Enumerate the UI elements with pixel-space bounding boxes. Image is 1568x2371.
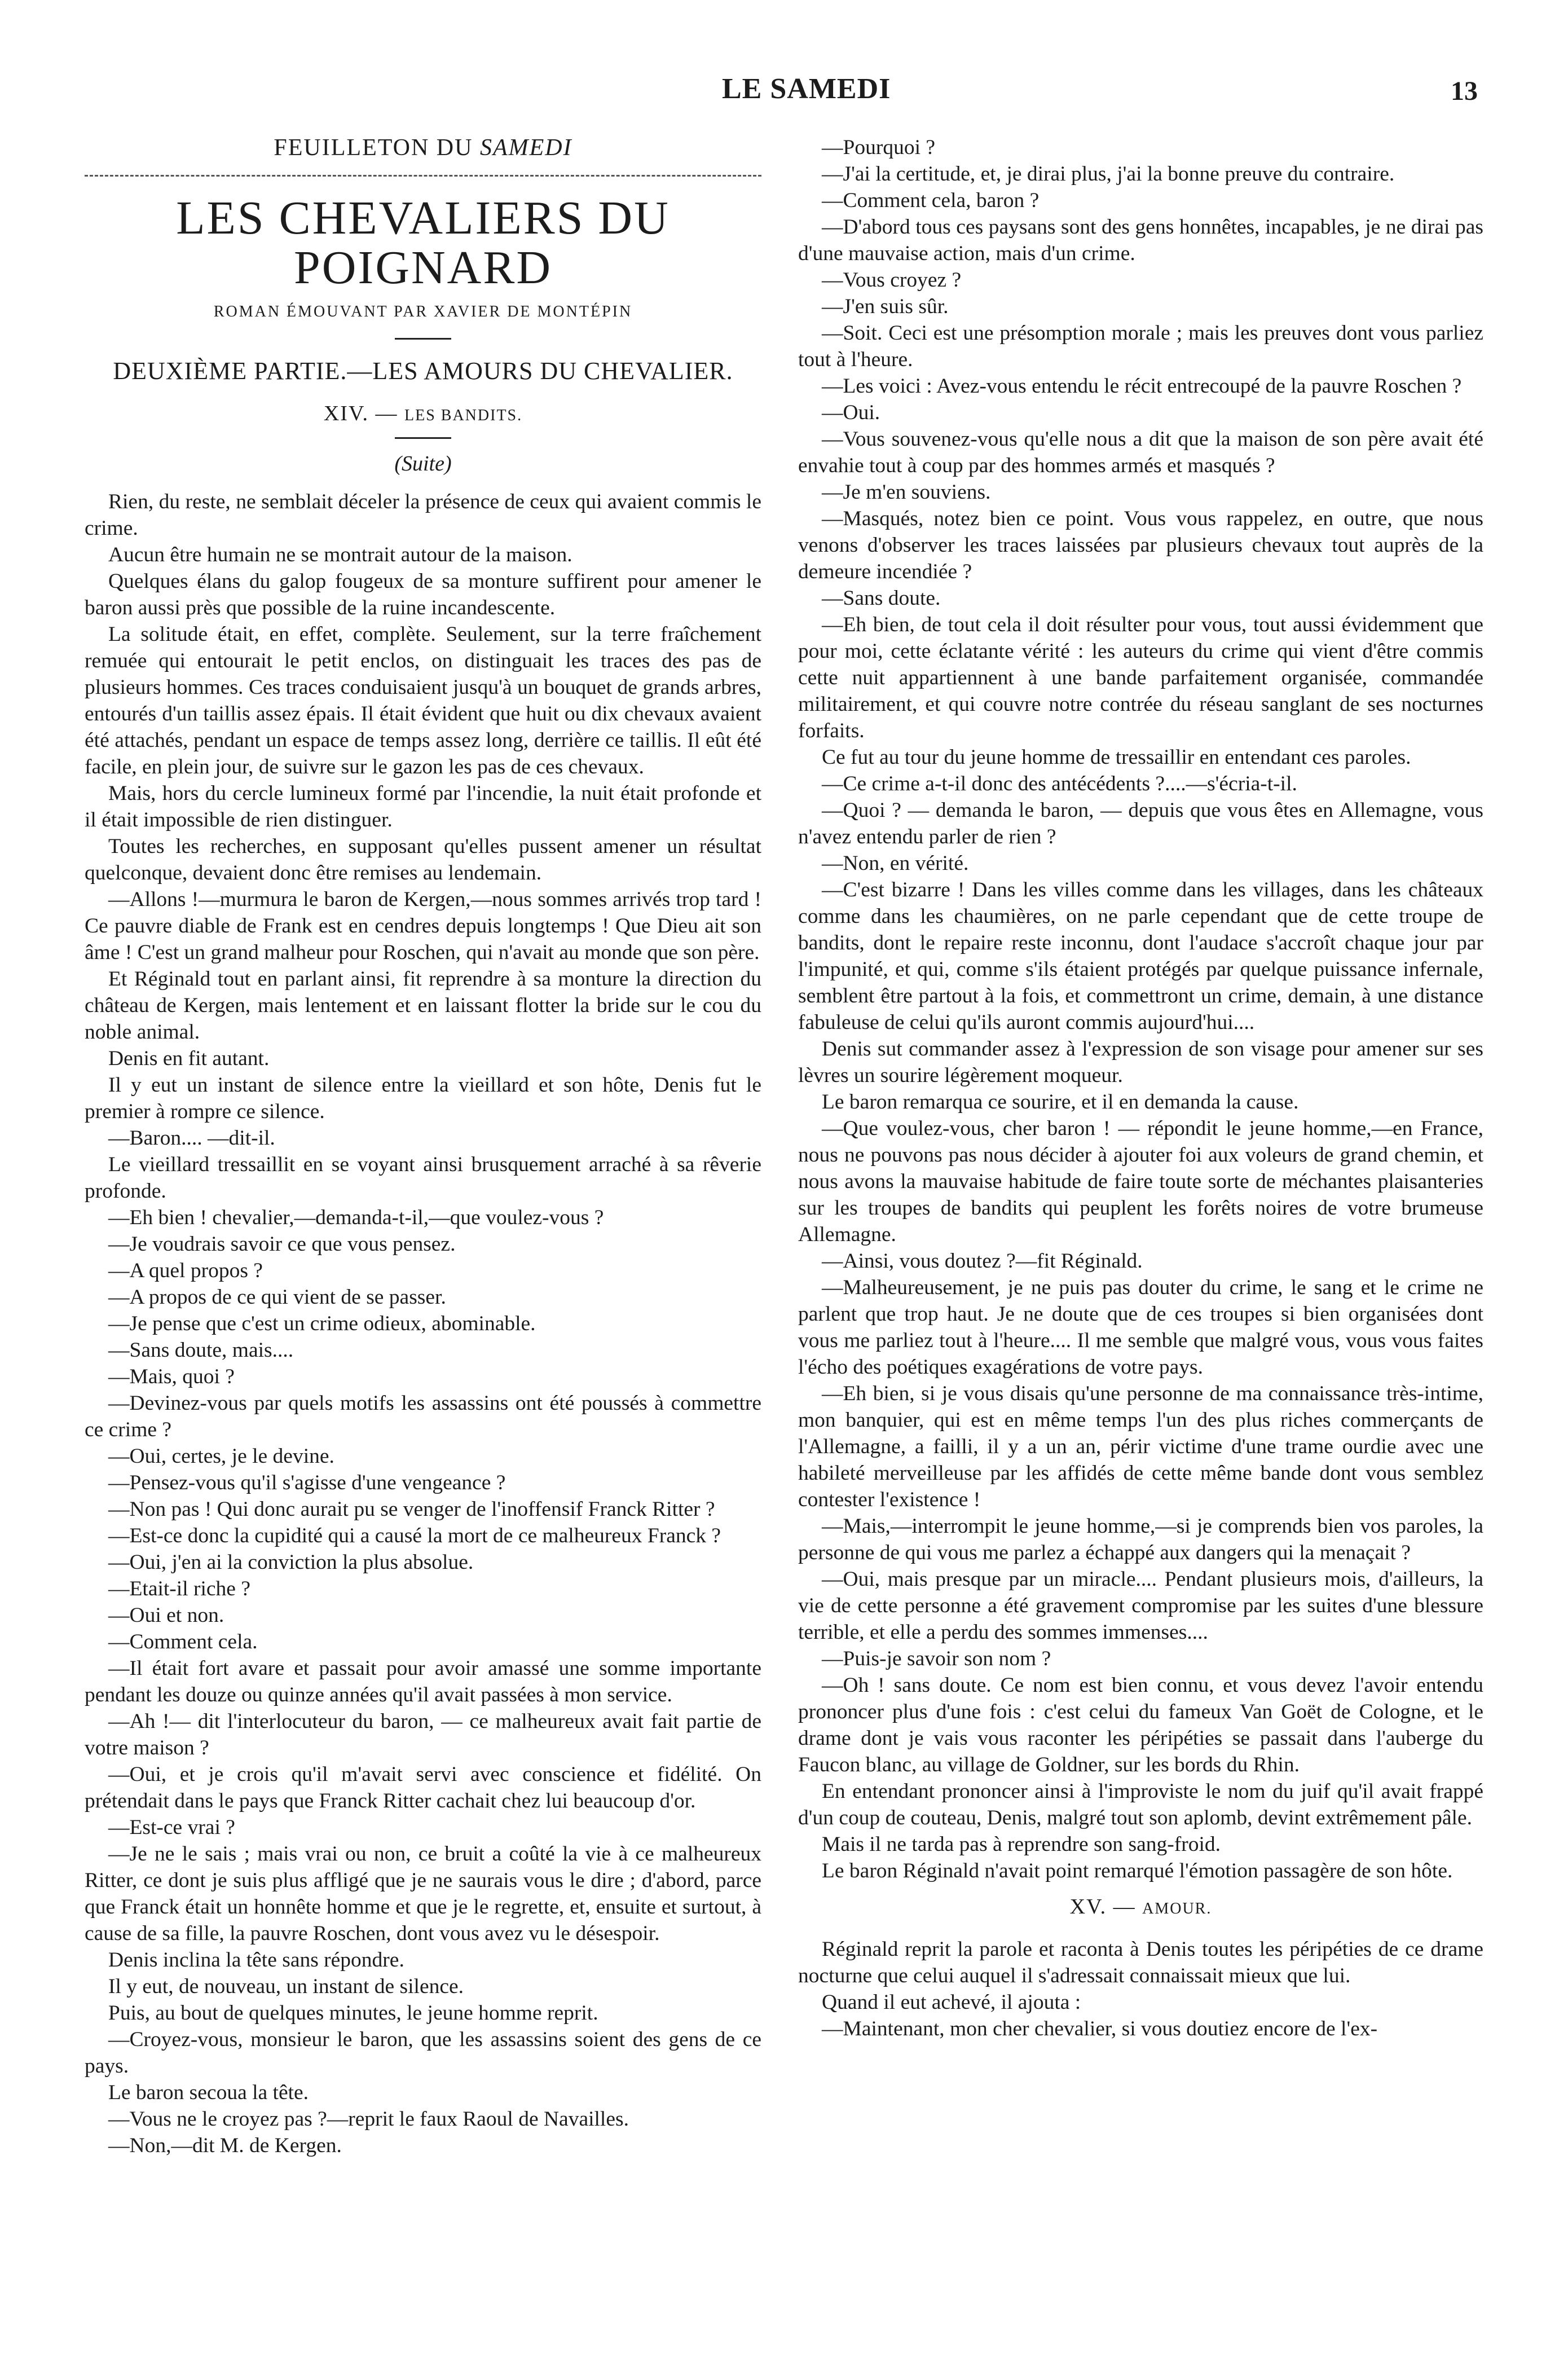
paragraph: —Eh bien, si je vous disais qu'une personne de ma connaissance très-intime, mon banquier, qui est en même temps l'un des plus riches commerçants de l'Allemagne, a failli, il y a un an, périr victime d'une trame ourdie avec une habileté merveilleuse par les affidés de cette même bande dont vous semblez contester l'existence ! — [798, 1382, 1483, 1511]
paragraph: —Allons !—murmura le baron de Kergen,—nous sommes arrivés trop tard ! Ce pauvre diable de Frank est en cendres depuis longtemps ! Que Dieu ait son âme ! C'est un grand malheur pour Roschen, qui n'avait au monde que son père. — [85, 888, 761, 965]
paragraph: —Ainsi, vous doutez ?—fit Réginald. — [822, 1250, 1143, 1273]
feuilleton-prefix: FEUILLETON DU — [274, 135, 480, 161]
paragraph: —Pourquoi ? — [822, 136, 936, 159]
paragraph: Quelques élans du galop fougeux de sa monture suffirent pour amener le baron aussi près que possible de la ruine incandescente. — [85, 570, 761, 620]
paragraph: —A quel propos ? — [108, 1259, 263, 1283]
paragraph: —C'est bizarre ! Dans les villes comme dans les villages, dans les châteaux comme dans les chaumières, on ne parle cependant que de cette troupe de bandits, dont le repaire reste inconnu, dont l'audace s'accroît chaque jour par l'impunité, et qui, comme s'ils étaient protégés par quelque puissance infernale, semblent être partout à la fois, et commettront un crime, demain, à une distance fabuleuse de celui qu'ils auront commis aujourd'hui.... — [798, 878, 1483, 1034]
suite-label: (Suite) — [394, 452, 452, 476]
paragraph: —Les voici : Avez-vous entendu le récit entrecoupé de la pauvre Roschen ? — [822, 375, 1462, 398]
chapter-number: XIV. — — [323, 402, 404, 426]
paragraph: —Je pense que c'est un crime odieux, abominable. — [108, 1312, 536, 1336]
chapter-heading — [85, 401, 761, 426]
paragraph: —Non, en vérité. — [822, 852, 969, 875]
paragraph: —Il était fort avare et passait pour avoir amassé une somme importante pendant les douze ou quinze années qu'il avait passées à mon service. — [85, 1657, 761, 1707]
paragraph: —Ah !— dit l'interlocuteur du baron, — ce malheureux avait fait partie de votre maison ? — [85, 1710, 761, 1760]
paragraph: —J'ai la certitude, et, je dirai plus, j'ai la bonne preuve du contraire. — [822, 162, 1395, 186]
paragraph: —Non,—dit M. de Kergen. — [108, 2134, 342, 2158]
left-column — [85, 134, 761, 2159]
right-column — [798, 134, 1483, 2042]
paragraph: —Pensez-vous qu'il s'agisse d'une vengeance ? — [108, 1471, 506, 1495]
paragraph: Ce fut au tour du jeune homme de tressaillir en entendant ces paroles. — [822, 746, 1411, 769]
paragraph: —J'en suis sûr. — [822, 295, 949, 318]
paragraph: —Vous ne le croyez pas ?—reprit le faux Raoul de Navailles. — [108, 2108, 629, 2131]
paragraph: La solitude était, en effet, complète. Seulement, sur la terre fraîchement remuée qui entourait le petit enclos, on distinguait les traces des pas de plusieurs hommes. Ces traces conduisaient jusqu'à un bouquet de grands arbres, entourés d'un taillis assez épais. Il était évident que huit ou dix chevaux avaient été attachés, pendant un espace de temps assez long, derrière ce taillis. Il eût été facile, en plein jour, de suivre sur le gazon les pas de ces chevaux. — [85, 623, 761, 779]
right-after-text — [798, 1936, 1483, 2042]
paragraph: —Puis-je savoir son nom ? — [822, 1647, 1051, 1670]
novel-title: LES CHEVALIERS DU POIGNARD — [176, 192, 670, 294]
paragraph: —Comment cela, baron ? — [822, 189, 1040, 212]
paragraph: —Mais,—interrompit le jeune homme,—si je comprends bien vos paroles, la personne de qui vous me parlez a échappé aux dangers qui la menaçait ? — [798, 1515, 1483, 1564]
paragraph: —Non pas ! Qui donc aurait pu se venger de l'inoffensif Franck Ritter ? — [108, 1498, 715, 1521]
paragraph: —Oui. — [822, 401, 880, 424]
paragraph: Le baron Réginald n'avait point remarqué l'émotion passagère de son hôte. — [822, 1859, 1453, 1882]
paragraph: —Ce crime a-t-il donc des antécédents ?....—s'écria-t-il. — [822, 772, 1297, 795]
paragraph: Mais il ne tarda pas à reprendre son sang-froid. — [822, 1833, 1221, 1856]
paragraph: —Malheureusement, je ne puis pas douter du crime, le sang et le crime ne parlent que trop haut. Je ne doute que de ces troupes si bien organisées dont vous me parliez tout à l'heure.... Il me semble que malgré vous, vous vous faites l'écho des poétiques exagérations de votre pays. — [798, 1276, 1483, 1379]
paragraph: —Croyez-vous, monsieur le baron, que les assassins soient des gens de ce pays. — [85, 2028, 761, 2078]
part-title: DEUXIÈME PARTIE.—LES AMOURS DU CHEVALIER. — [113, 357, 733, 385]
page-header — [0, 72, 1568, 117]
paragraph: —Soit. Ceci est une présomption morale ; mais les preuves dont vous parliez tout à l'heure. — [798, 322, 1483, 371]
paragraph: Denis en fit autant. — [108, 1047, 270, 1071]
paragraph: —D'abord tous ces paysans sont des gens honnêtes, incapables, je ne dirai pas d'une mauvaise action, mais d'un crime. — [798, 215, 1483, 265]
paragraph: Il y eut, de nouveau, un instant de silence. — [108, 1975, 464, 1999]
paragraph: —Oui, et je crois qu'il m'avait servi avec conscience et fidélité. On prétendait dans le pays que Franck Ritter cachait chez lui beaucoup d'or. — [85, 1763, 761, 1813]
paragraph: Et Réginald tout en parlant ainsi, fit reprendre à sa monture la direction du château de Kergen, mais lentement et en laissant flotter la bride sur le cou du noble animal. — [85, 967, 761, 1044]
paragraph: —Comment cela. — [108, 1630, 258, 1654]
paragraph: —Est-ce vrai ? — [108, 1816, 235, 1840]
paragraph: —Oui, j'en ai la conviction la plus absolue. — [108, 1551, 474, 1574]
feuilleton-journal: SAMEDI — [479, 135, 572, 161]
chapter-name: LES BANDITS. — [404, 407, 523, 425]
paragraph: Aucun être humain ne se montrait autour de la maison. — [108, 543, 572, 567]
paragraph: Quand il eut achevé, il ajouta : — [822, 1991, 1081, 2014]
paragraph: —Eh bien ! chevalier,—demanda-t-il,—que voulez-vous ? — [108, 1206, 604, 1230]
paragraph: —Masqués, notez bien ce point. Vous vous rappelez, en outre, que nous venons d'observer les traces laissées par plusieurs chevaux tout auprès de la demeure incendiée ? — [798, 507, 1483, 583]
paragraph: —Je m'en souviens. — [822, 481, 991, 504]
paragraph: —Eh bien, de tout cela il doit résulter pour vous, tout aussi évidemment que pour moi, cette éclatante vérité : les auteurs du crime qui vient d'être commis cette nuit appartiennent à une bande parfaitement organisée, commandée militairement, et qui couvre notre contrée du réseau sanglant de ses nocturnes forfaits. — [798, 613, 1483, 742]
dashed-divider — [85, 175, 761, 177]
chapter-15-name: AMOUR. — [1142, 1900, 1212, 1917]
paragraph: Puis, au bout de quelques minutes, le jeune homme reprit. — [108, 2002, 598, 2025]
paragraph: Le vieillard tressaillit en se voyant ainsi brusquement arraché à sa rêverie profonde. — [85, 1153, 761, 1203]
paragraph: —Oui, certes, je le devine. — [108, 1445, 334, 1468]
chapter-15-heading — [798, 1894, 1483, 1919]
paragraph: Le baron secoua la tête. — [108, 2081, 309, 2105]
paragraph: —Maintenant, mon cher chevalier, si vous doutiez encore de l'ex- — [822, 2017, 1378, 2040]
right-body-text — [798, 134, 1483, 1884]
paragraph: —Vous croyez ? — [822, 269, 962, 292]
paragraph: En entendant prononcer ainsi à l'improviste le nom du juif qu'il avait frappé d'un coup de couteau, Denis, malgré tout son aplomb, devint extrêmement pâle. — [798, 1780, 1483, 1829]
paragraph: —Devinez-vous par quels motifs les assassins ont été poussés à commettre ce crime ? — [85, 1392, 761, 1442]
paragraph: Mais, hors du cercle lumineux formé par l'incendie, la nuit était profonde et il était impossible de rien distinguer. — [85, 782, 761, 832]
paragraph: Toutes les recherches, en supposant qu'elles pussent amener un résultat quelconque, devaient donc être remises au lendemain. — [85, 835, 761, 885]
feuilleton-heading — [85, 134, 761, 161]
paragraph: —Que voulez-vous, cher baron ! — répondit le jeune homme,—en France, nous ne pouvons pas nous décider à ajouter foi aux voleurs de grand chemin, et nous avons la mauvaise habitude de faire toute sorte de méchantes plaisanteries sur les troupes de bandits qui peuplent les forêts noires de votre brumeuse Allemagne. — [798, 1117, 1483, 1246]
paragraph: Il y eut un instant de silence entre la vieillard et son hôte, Denis fut le premier à rompre ce silence. — [85, 1074, 761, 1124]
paragraph: —Mais, quoi ? — [108, 1365, 235, 1389]
paragraph: Le baron remarqua ce sourire, et il en demanda la cause. — [822, 1090, 1299, 1114]
paragraph: —Oui, mais presque par un miracle.... Pendant plusieurs mois, d'ailleurs, la vie de cette personne a été gravement compromise par les suites d'une blessure terrible, et elle a perdu des sommes immenses.... — [798, 1568, 1483, 1644]
paragraph: Denis inclina la tête sans répondre. — [108, 1948, 404, 1972]
paragraph: —Sans doute, mais.... — [108, 1339, 294, 1362]
paragraph: Denis sut commander assez à l'expression de son visage pour amener sur ses lèvres un sourire légèrement moqueur. — [798, 1037, 1483, 1087]
left-body-text — [85, 489, 761, 2159]
paragraph: —Quoi ? — demanda le baron, — depuis que vous êtes en Allemagne, vous n'avez entendu parler de rien ? — [798, 799, 1483, 848]
page-number: 13 — [1451, 76, 1478, 106]
short-divider — [395, 338, 451, 340]
paragraph: —Je ne le sais ; mais vrai ou non, ce bruit a coûté la vie à ce malheureux Ritter, ce dont je suis plus affligé que je ne saurais vous le dire ; d'abord, parce que Franck était un honnête homme et que je le regrette, et, ensuite et surtout, à cause de sa fille, la pauvre Roschen, dont vous avez vu le désespoir. — [85, 1842, 761, 1946]
paragraph: —Oh ! sans doute. Ce nom est bien connu, et vous devez l'avoir entendu prononcer plus d'une fois : c'est celui du fameux Van Goët de Cologne, et le drame dont je vais vous raconter les péripéties se passait dans l'auberge du Faucon blanc, au village de Goldner, sur les bords du Rhin. — [798, 1674, 1483, 1776]
novel-subtitle: ROMAN ÉMOUVANT PAR XAVIER DE MONTÉPIN — [213, 303, 633, 321]
paragraph: Réginald reprit la parole et raconta à Denis toutes les péripéties de ce drame nocturne que celui auquel il s'adressait connaissait mieux que lui. — [798, 1938, 1483, 1987]
paragraph: —Baron.... —dit-il. — [108, 1127, 275, 1150]
paragraph: —Je voudrais savoir ce que vous pensez. — [108, 1233, 456, 1256]
paragraph: Rien, du reste, ne semblait déceler la présence de ceux qui avaient commis le crime. — [85, 490, 761, 540]
paragraph: —A propos de ce qui vient de se passer. — [108, 1286, 446, 1309]
paragraph: —Est-ce donc la cupidité qui a causé la mort de ce malheureux Franck ? — [108, 1524, 721, 1548]
short-divider — [395, 437, 451, 439]
paragraph: —Oui et non. — [108, 1604, 224, 1627]
paragraph: —Sans doute. — [822, 587, 941, 610]
chapter-15-number: XV. — — [1069, 1895, 1143, 1919]
paragraph: —Vous souvenez-vous qu'elle nous a dit que la maison de son père avait été envahie tout à coup par des hommes armés et masqués ? — [798, 428, 1483, 477]
paragraph: —Etait-il riche ? — [108, 1577, 250, 1601]
journal-title: LE SAMEDI — [722, 73, 891, 105]
